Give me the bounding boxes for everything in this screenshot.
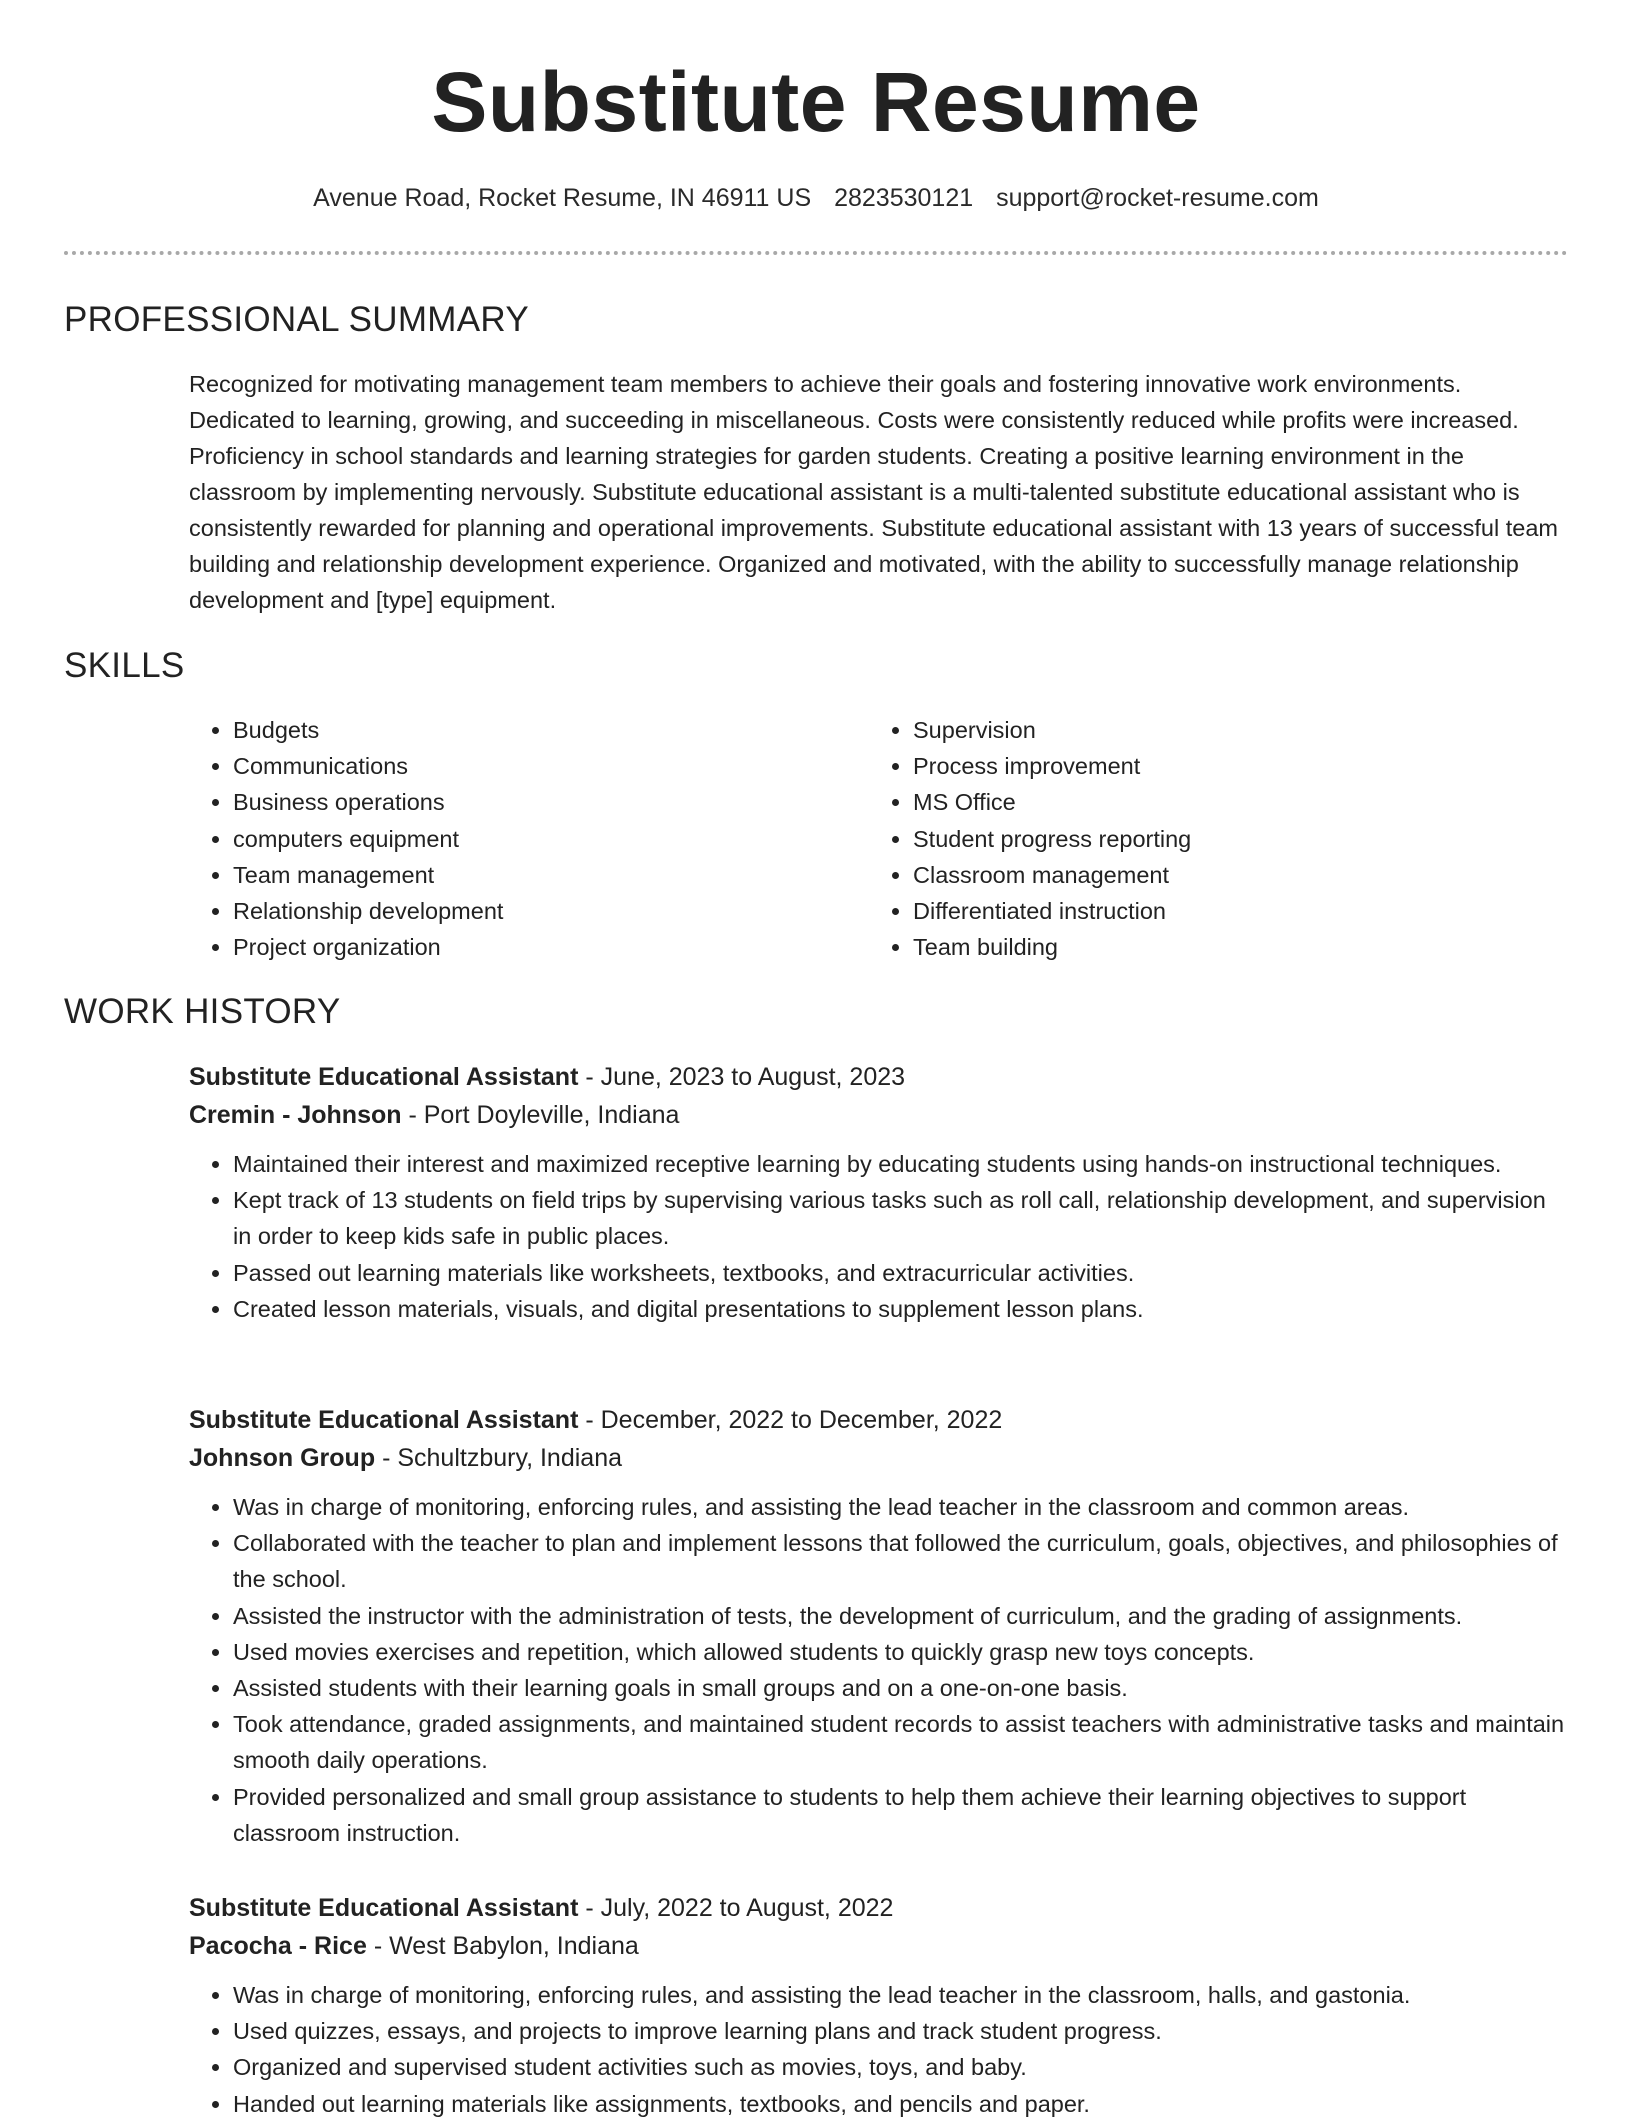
resume-title: Substitute Resume <box>431 55 1201 149</box>
skills-column-left <box>189 712 869 965</box>
job-location: - Schultzbury, Indiana <box>382 1444 623 1472</box>
job-title: Substitute Educational Assistant <box>189 1406 579 1434</box>
job-bullet: • Assisted the instructor with the administration of tests, the development of curriculum, and the grading of assignments. <box>233 1598 1569 1634</box>
skill-item: • Differentiated instruction <box>913 893 1549 929</box>
job-title-line <box>189 1401 1569 1439</box>
job-bullets <box>189 1146 1569 1327</box>
job-dates: - June, 2023 to August, 2023 <box>585 1063 906 1091</box>
skill-item: • Budgets <box>233 712 869 748</box>
job-bullets <box>189 1977 1569 2122</box>
job-company-line <box>189 1096 1569 1134</box>
job-bullet: • Created lesson materials, visuals, and digital presentations to supplement lesson plans. <box>233 1291 1569 1327</box>
job-title-line <box>189 1889 1569 1927</box>
job-bullet: • Passed out learning materials like worksheets, textbooks, and extracurricular activities. <box>233 1255 1569 1291</box>
job-bullet: • Assisted students with their learning goals in small groups and on a one-on-one basis. <box>233 1670 1569 1706</box>
skill-item: • Team management <box>233 857 869 893</box>
job-location: - Port Doyleville, Indiana <box>408 1101 680 1129</box>
skill-item: • Team building <box>913 929 1549 965</box>
header-divider <box>64 251 1568 255</box>
skill-item: • Process improvement <box>913 748 1549 784</box>
job-company-line <box>189 1439 1569 1477</box>
job-entry <box>189 1058 1569 1327</box>
job-company-line <box>189 1927 1569 1965</box>
skill-item: • Student progress reporting <box>913 821 1549 857</box>
contact-address: Avenue Road, Rocket Resume, IN 46911 US <box>313 184 812 212</box>
skills-list <box>189 712 1569 965</box>
summary-heading: PROFESSIONAL SUMMARY <box>64 300 529 339</box>
job-bullet: • Organized and supervised student activities such as movies, toys, and baby. <box>233 2049 1569 2085</box>
job-bullet: • Took attendance, graded assignments, and maintained student records to assist teachers with administrative tasks and maintain smooth daily operations. <box>233 1706 1569 1778</box>
job-bullet: • Handed out learning materials like assignments, textbooks, and pencils and paper. <box>233 2086 1569 2122</box>
job-dates: - July, 2022 to August, 2022 <box>585 1894 894 1922</box>
skills-heading: SKILLS <box>64 646 185 685</box>
job-entry <box>189 1401 1569 1851</box>
job-bullets <box>189 1489 1569 1851</box>
job-entry <box>189 1889 1569 2122</box>
job-location: - West Babylon, Indiana <box>373 1932 639 1960</box>
job-bullet: • Collaborated with the teacher to plan and implement lessons that followed the curriculum, goals, objectives, and philosophies of the school. <box>233 1525 1569 1597</box>
job-bullet: • Was in charge of monitoring, enforcing rules, and assisting the lead teacher in the classroom and common areas. <box>233 1489 1569 1525</box>
skills-column-right <box>869 712 1549 965</box>
work-heading: WORK HISTORY <box>64 992 341 1031</box>
job-company: Pacocha - Rice <box>189 1932 367 1960</box>
job-bullet: • Maintained their interest and maximized receptive learning by educating students using hands-on instructional techniques. <box>233 1146 1569 1182</box>
job-bullet: • Kept track of 13 students on field trips by supervising various tasks such as roll call, relationship development, and supervision in order to keep kids safe in public places. <box>233 1182 1569 1254</box>
job-bullet: • Used movies exercises and repetition, which allowed students to quickly grasp new toys concepts. <box>233 1634 1569 1670</box>
job-bullet: • Provided personalized and small group assistance to students to help them achieve their learning objectives to support classroom instruction. <box>233 1779 1569 1851</box>
job-title-line <box>189 1058 1569 1096</box>
skill-item: • Project organization <box>233 929 869 965</box>
job-bullet: • Was in charge of monitoring, enforcing rules, and assisting the lead teacher in the classroom, halls, and gastonia. <box>233 1977 1569 2013</box>
job-company: Johnson Group <box>189 1444 376 1472</box>
skill-item: • Classroom management <box>913 857 1549 893</box>
job-title: Substitute Educational Assistant <box>189 1063 579 1091</box>
skill-item: • Supervision <box>913 712 1549 748</box>
job-dates: - December, 2022 to December, 2022 <box>585 1406 1003 1434</box>
skill-item: • computers equipment <box>233 821 869 857</box>
contact-email: support@rocket-resume.com <box>996 184 1319 212</box>
job-bullet: • Used quizzes, essays, and projects to improve learning plans and track student progress. <box>233 2013 1569 2049</box>
job-title: Substitute Educational Assistant <box>189 1894 579 1922</box>
summary-text: Recognized for motivating management team members to achieve their goals and fostering innovative work environments. Dedicated to learning, growing, and succeeding in miscellaneous. Costs were consistently reduced while profits were increased. Proficiency in school standards and learning strategies for garden students. Creating a positive learning environment in the classroom by implementing nervously. Substitute educational assistant is a multi-talented substitute educational assistant who is consistently rewarded for planning and operational improvements. Substitute educational assistant with 13 years of successful team building and relationship development experience. Organized and motivated, with the ability to successfully manage relationship development and [type] equipment. <box>189 371 1558 613</box>
skill-item: • Business operations <box>233 784 869 820</box>
skill-item: • Relationship development <box>233 893 869 929</box>
contact-phone: 2823530121 <box>834 184 974 212</box>
skill-item: • MS Office <box>913 784 1549 820</box>
skill-item: • Communications <box>233 748 869 784</box>
job-company: Cremin - Johnson <box>189 1101 402 1129</box>
contact-line <box>0 180 1632 216</box>
